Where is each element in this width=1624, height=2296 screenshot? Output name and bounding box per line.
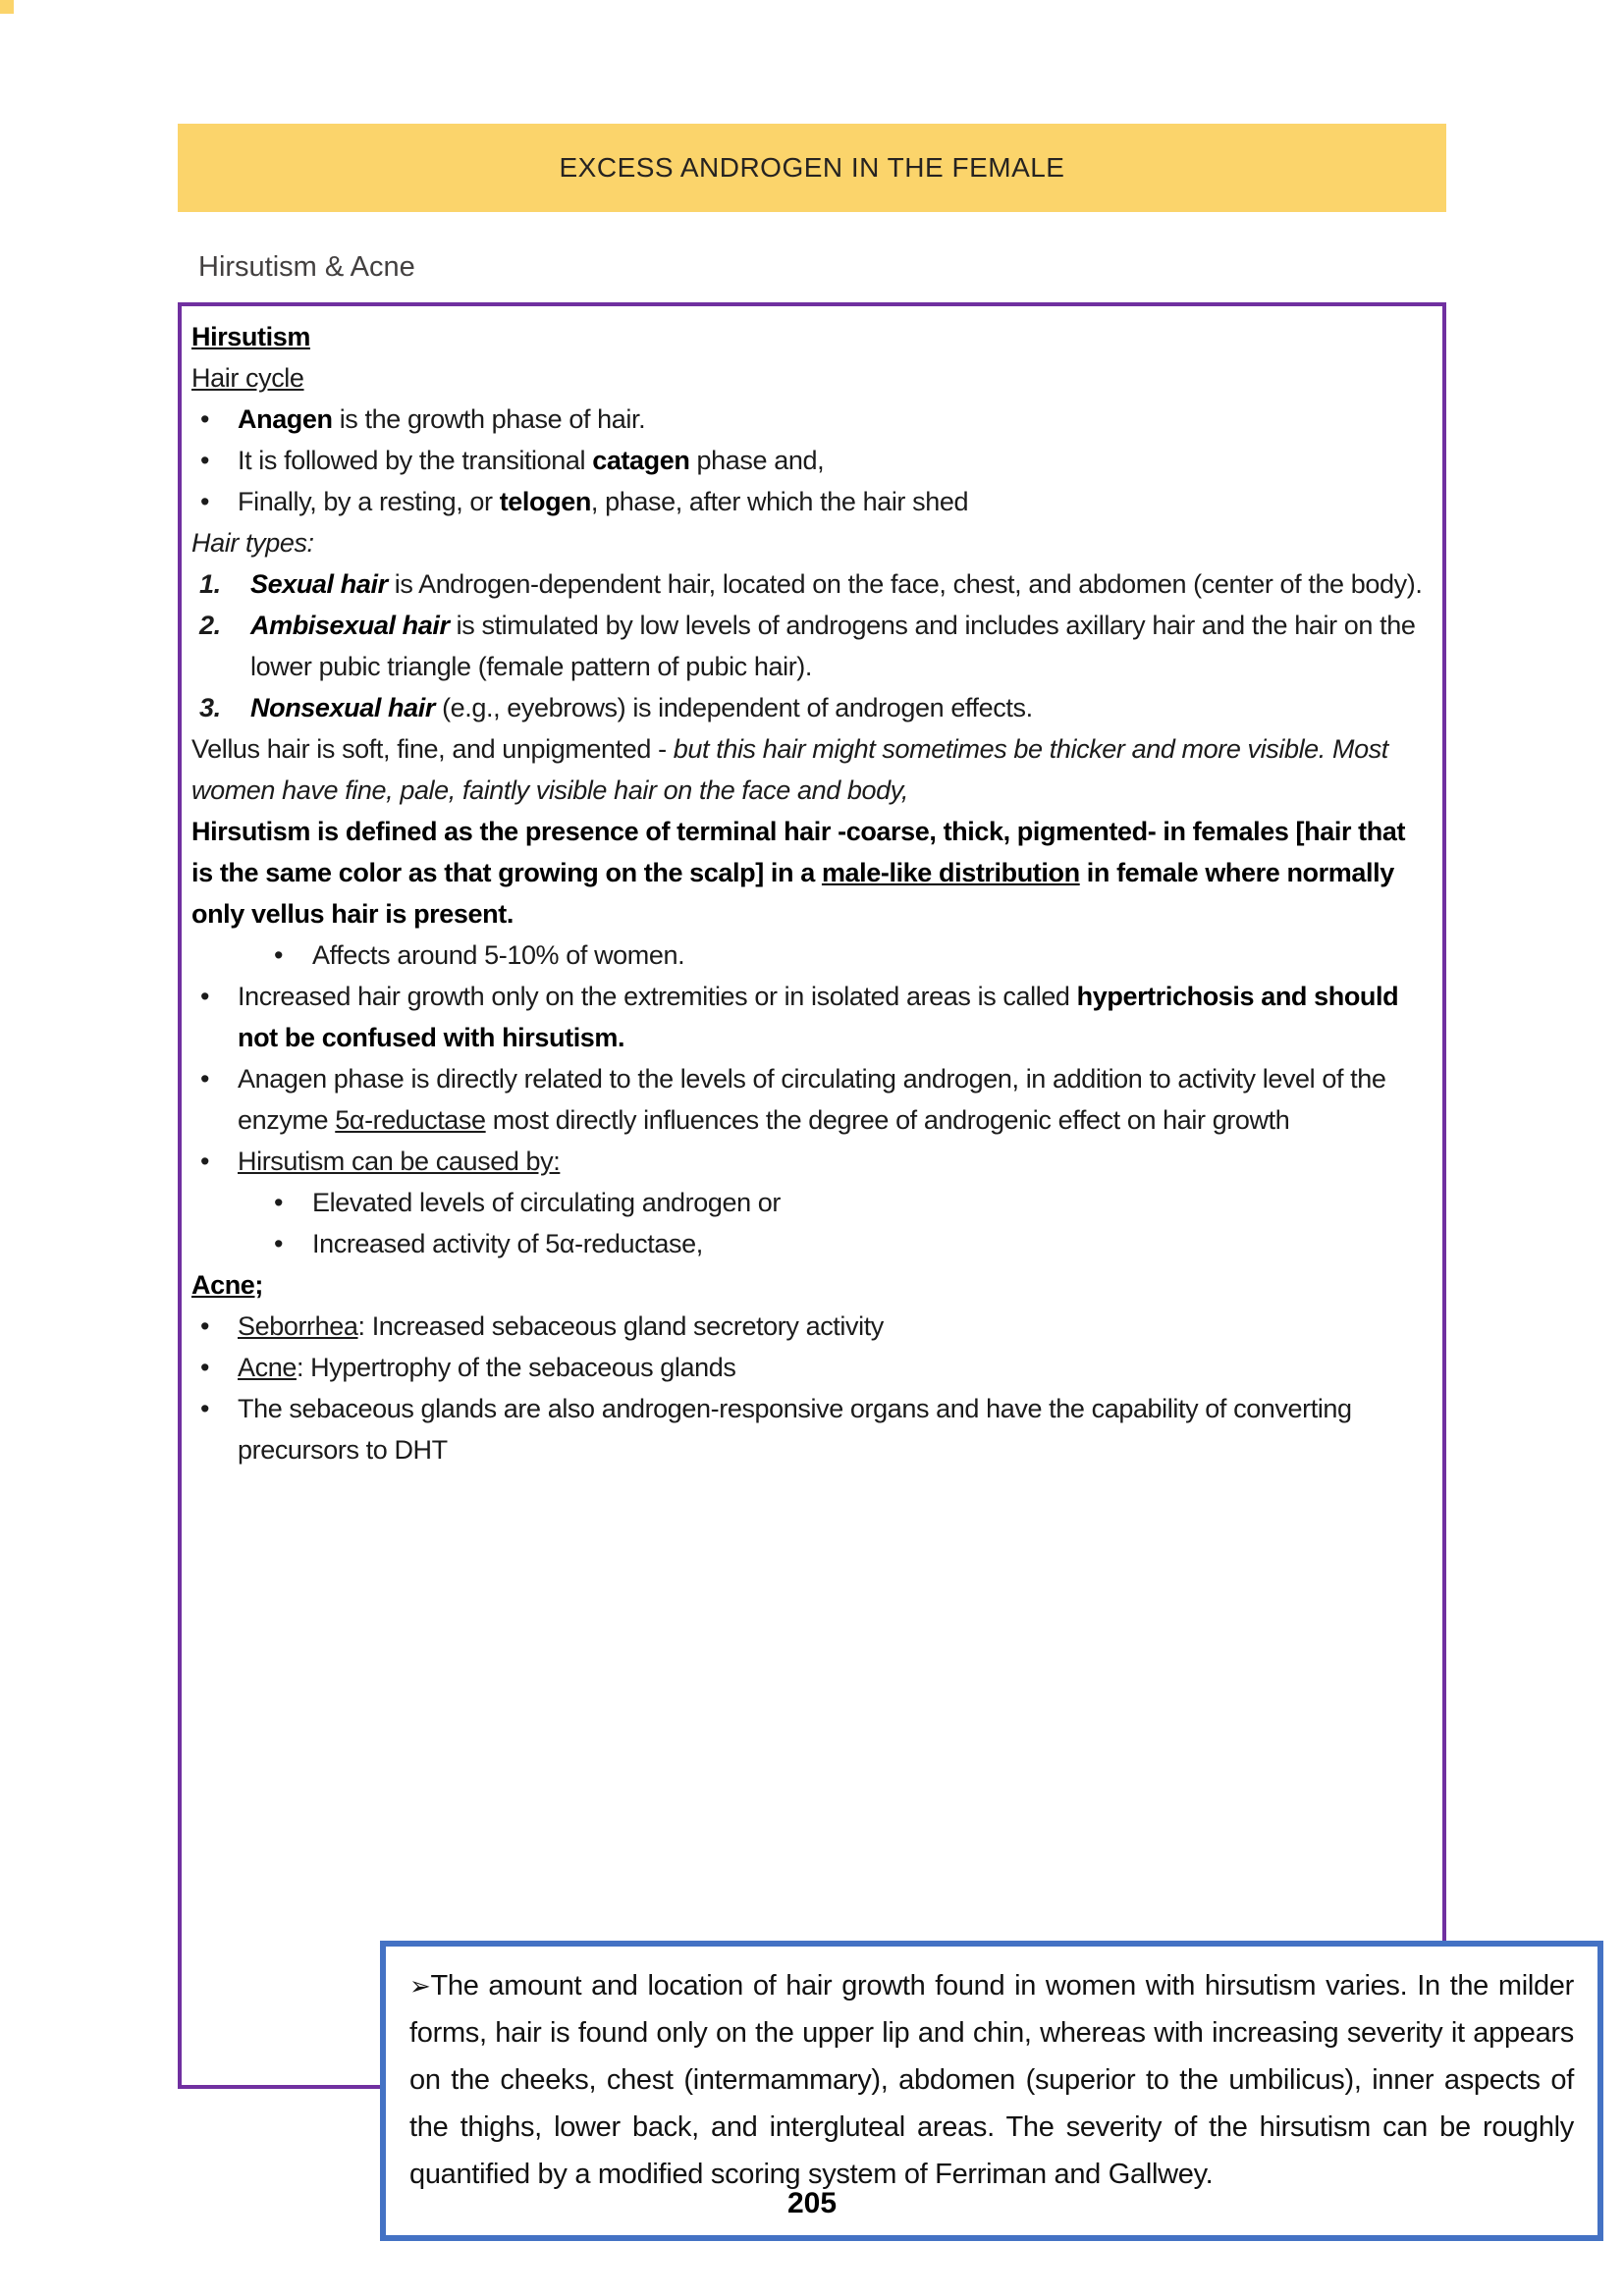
list-number: 1. xyxy=(199,569,221,599)
text-segment: phase and, xyxy=(689,446,825,475)
paragraph xyxy=(191,728,1427,811)
text-segment: , phase, after which the hair shed xyxy=(590,487,969,516)
text-segment: The sebaceous glands are also androgen-responsive organs and have the capability of converting precursors to DHT xyxy=(238,1394,1352,1465)
text-segment: hypertrichosis and should not be confused with hirsutism. xyxy=(238,982,1399,1052)
arrow-bullet-icon: ➢ xyxy=(409,1971,431,2001)
text-segment: Hirsutism can be caused by: xyxy=(238,1147,561,1176)
bullet-icon: • xyxy=(200,1147,210,1176)
text-segment: Acne; xyxy=(191,1270,264,1300)
text-segment: Increased activity of 5α-reductase, xyxy=(312,1229,703,1258)
list-item xyxy=(191,1306,1427,1347)
bullet-icon: • xyxy=(200,404,210,434)
header-banner xyxy=(178,124,1446,212)
text-segment: Affects around 5-10% of women. xyxy=(312,940,685,970)
text-segment: Hirsutism is defined as the presence of terminal hair -coarse, thick, pigmented- in females [hair that is the same color as that growing on the scalp] in a xyxy=(191,817,1406,887)
text-segment: Ambisexual hair xyxy=(250,611,450,640)
text-segment: Increased hair growth only on the extremities or in isolated areas is called xyxy=(238,982,1077,1011)
list-item xyxy=(191,1388,1427,1470)
callout-body: The amount and location of hair growth found in women with hirsutism varies. In the milder forms, hair is found only on the upper lip and chin, whereas with increasing severity it appears on the cheeks, chest (intermammary), abdomen (superior to the umbilicus), inner aspects of the thighs, lower back, and intergluteal areas. The severity of the hirsutism can be roughly quantified by a modified scoring system of Ferriman and Gallwey. xyxy=(409,1970,1574,2190)
text-segment: Hair types: xyxy=(191,528,314,558)
text-segment: is Androgen-dependent hair, located on the face, chest, and abdomen (center of the body). xyxy=(387,569,1423,599)
paragraph xyxy=(191,522,1427,563)
text-segment: in female where normally only vellus hair is present. xyxy=(191,858,1394,929)
text-segment: (e.g., eyebrows) is independent of androgen effects. xyxy=(434,693,1033,722)
text-segment: It is followed by the transitional xyxy=(238,446,593,475)
text-segment: Nonsexual hair xyxy=(250,693,435,722)
bullet-icon: • xyxy=(200,1311,210,1341)
text-segment: telogen xyxy=(499,487,591,516)
bullet-icon: • xyxy=(200,982,210,1011)
list-item xyxy=(191,563,1427,605)
list-item xyxy=(191,1223,1427,1264)
list-item xyxy=(191,934,1427,976)
text-segment: male-like distribution xyxy=(821,858,1080,887)
section-heading xyxy=(191,316,1427,357)
section-heading xyxy=(191,1264,1427,1306)
text-segment: Hair cycle xyxy=(191,363,304,393)
text-segment: Seborrhea xyxy=(238,1311,358,1341)
text-segment: 5α-reductase xyxy=(335,1105,486,1135)
notes-box xyxy=(178,302,1574,2190)
text-segment: is the growth phase of hair. xyxy=(332,404,646,434)
list-item xyxy=(191,1141,1427,1182)
text-segment: Vellus hair is soft, fine, and unpigmented - xyxy=(191,734,674,764)
list-item xyxy=(191,976,1427,1058)
text-segment: Anagen phase is directly related to the levels of circulating androgen, in addition to activity level of the enzyme xyxy=(238,1064,1386,1135)
text-segment: but this hair might sometimes be thicker and more visible. Most women have fine, pale, faintly visible hair on the face and body, xyxy=(191,734,1388,805)
text-segment: : Increased sebaceous gland secretory activity xyxy=(357,1311,884,1341)
bullet-icon: • xyxy=(200,1064,210,1094)
text-segment: Acne xyxy=(238,1353,297,1382)
bullet-icon: • xyxy=(274,1229,284,1258)
list-item xyxy=(191,605,1427,687)
text-segment: : Hypertrophy of the sebaceous glands xyxy=(296,1353,736,1382)
page-number: 205 xyxy=(786,2187,838,2219)
text-segment: Elevated levels of circulating androgen or xyxy=(312,1188,781,1217)
bullet-icon: • xyxy=(274,940,284,970)
page-title: EXCESS ANDROGEN IN THE FEMALE xyxy=(559,152,1065,183)
list-item xyxy=(191,687,1427,728)
list-number: 3. xyxy=(199,693,221,722)
list-item xyxy=(191,1347,1427,1388)
list-item xyxy=(191,399,1427,440)
text-segment: Finally, by a resting, or xyxy=(238,487,500,516)
section-heading xyxy=(191,357,1427,399)
section-subtitle: Hirsutism & Acne xyxy=(198,251,415,283)
bullet-icon: • xyxy=(200,1394,210,1423)
bullet-icon: • xyxy=(274,1188,284,1217)
bullet-icon: • xyxy=(200,1353,210,1382)
text-segment: catagen xyxy=(592,446,690,475)
list-item xyxy=(191,440,1427,481)
text-segment: Sexual hair xyxy=(250,569,388,599)
text-segment: Hirsutism xyxy=(191,322,310,351)
list-item xyxy=(191,1182,1427,1223)
corner-mark xyxy=(0,0,14,14)
text-segment: is stimulated by low levels of androgens and includes axillary hair and the hair on the lower pubic triangle (female pattern of pubic hair). xyxy=(250,611,1416,681)
list-item xyxy=(191,1058,1427,1141)
bullet-icon: • xyxy=(200,487,210,516)
list-number: 2. xyxy=(199,611,221,640)
text-segment: most directly influences the degree of androgenic effect on hair growth xyxy=(485,1105,1290,1135)
callout-text xyxy=(409,1962,1574,2198)
paragraph xyxy=(191,811,1427,934)
bullet-icon: • xyxy=(200,446,210,475)
list-item xyxy=(191,481,1427,522)
text-segment: Anagen xyxy=(238,404,333,434)
notes-content xyxy=(191,316,1427,1470)
